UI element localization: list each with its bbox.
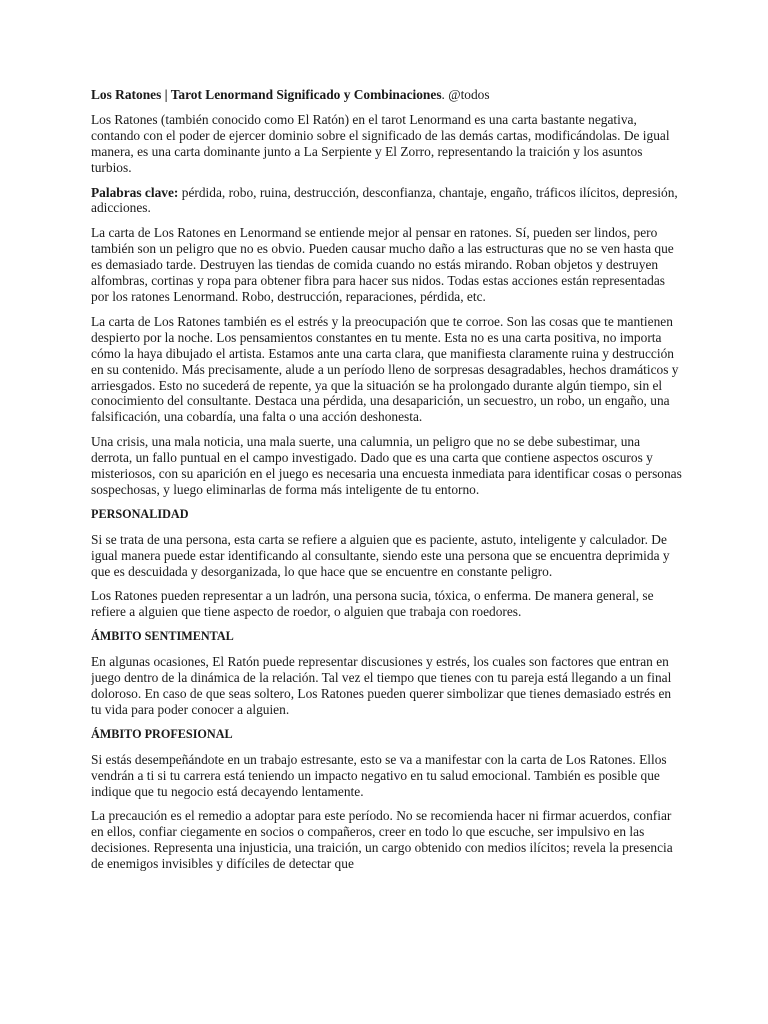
paragraph-5: Una crisis, una mala noticia, una mala suerte, una calumnia, un peligro que no se debe subestimar, una derrota, un fallo puntual en el campo investigado. Dado que es una carta que contiene aspectos oscuros y misteriosos, con su aparición en el juego es necesaria una encuesta inmediata para identificar cosas o personas sospechosas, y luego eliminarlas de forma más inteligente de tu entorno. (91, 434, 682, 497)
keywords-text: pérdida, robo, ruina, destrucción, desconfianza, chantaje, engaño, tráficos ilícitos, depresión, adicciones. (91, 184, 678, 216)
heading-sentimental: ÁMBITO SENTIMENTAL (91, 629, 234, 644)
heading-personalidad: PERSONALIDAD (91, 506, 189, 521)
paragraph-7: Los Ratones pueden representar a un ladrón, una persona sucia, tóxica, o enferma. De manera general, se refiere a alguien que tiene aspecto de roedor, o alguien que trabaja con roedores. (91, 588, 654, 620)
keywords-label: Palabras clave: (91, 184, 179, 200)
title-bold: Los Ratones | Tarot Lenormand Significado y Combinaciones (91, 87, 442, 102)
paragraph-intro: Los Ratones (también conocido como El Ratón) en el tarot Lenormand es una carta bastante negativa, contando con el poder de ejercer dominio sobre el significado de las demás cartas, modificándolas. De igual manera, es una carta dominante junto a La Serpiente y El Zorro, representando la traición y los asuntos turbios. (91, 111, 670, 175)
heading-profesional: ÁMBITO PROFESIONAL (91, 726, 233, 741)
paragraph-4: La carta de Los Ratones también es el estrés y la preocupación que te corroe. Son las cosas que te mantienen despierto por la noche. Los pensamientos constantes en tu mente. Esta no es una carta positiva, no importa cómo la haya dibujado el artista. Estamos ante una carta clara, que manifiesta claramente ruina y destrucción en su contenido. Más precisamente, alude a un período lleno de sorpresas desagradables, hechos dramáticos y arriesgados. Esto no sucederá de repente, ya que la situación se ha prolongado durante algún tiempo, sin el conocimiento del consultante. Destaca una pérdida, una desaparición, un secuestro, un robo, un engaño, una falsificación, una cobardía, una falta o una acción deshonesta. (91, 313, 679, 425)
paragraph-3: La carta de Los Ratones en Lenormand se entiende mejor al pensar en ratones. Sí, pueden ser lindos, pero también son un peligro que no es obvio. Pueden causar mucho daño a las estructuras que no se ven hasta que es demasiado tarde. Destruyen las tiendas de comida cuando no estás mirando. Roban objetos y destruyen alfombras, cortinas y ropa para obtener fibra para hacer sus nidos. Todas estas acciones están representadas por los ratones Lenormand. Robo, destrucción, reparaciones, pérdida, etc. (91, 225, 674, 304)
paragraph-10: La precaución es el remedio a adoptar para este período. No se recomienda hacer ni firmar acuerdos, confiar en ellos, confiar ciegamente en socios o compañeros, creer en todo lo que escuche, ser impulsivo en las decisiones. Representa una injusticia, una traición, un cargo obtenido con medios ilícitos; revela la presencia de enemigos invisibles y difíciles de detectar que (91, 808, 673, 872)
document-page (91, 87, 683, 1024)
paragraph-6: Si se trata de una persona, esta carta se refiere a alguien que es paciente, astuto, inteligente y calculador. De igual manera puede estar identificando al consultante, siendo este una persona que se encuentra deprimida y que es descuidada y desorganizada, lo que hace que se encuentre en constante peligro. (91, 531, 670, 579)
paragraph-8: En algunas ocasiones, El Ratón puede representar discusiones y estrés, los cuales son factores que entran en juego dentro de la dinámica de la relación. Tal vez el tiempo que tienes con tu pareja está llegando a un final doloroso. En caso de que seas soltero, Los Ratones pueden querer simbolizar que tienes demasiado estrés en tu vida para poder conocer a alguien. (91, 654, 672, 717)
page-title (91, 87, 683, 103)
paragraph-9: Si estás desempeñándote en un trabajo estresante, esto se va a manifestar con la carta de Los Ratones. Ellos vendrán a ti si tu carrera está teniendo un impacto negativo en tu salud emocional. También es posible que indique que tu negocio está decayendo lentamente. (91, 751, 667, 799)
title-tail: . @todos (441, 87, 490, 102)
paragraph-keywords (91, 185, 683, 217)
